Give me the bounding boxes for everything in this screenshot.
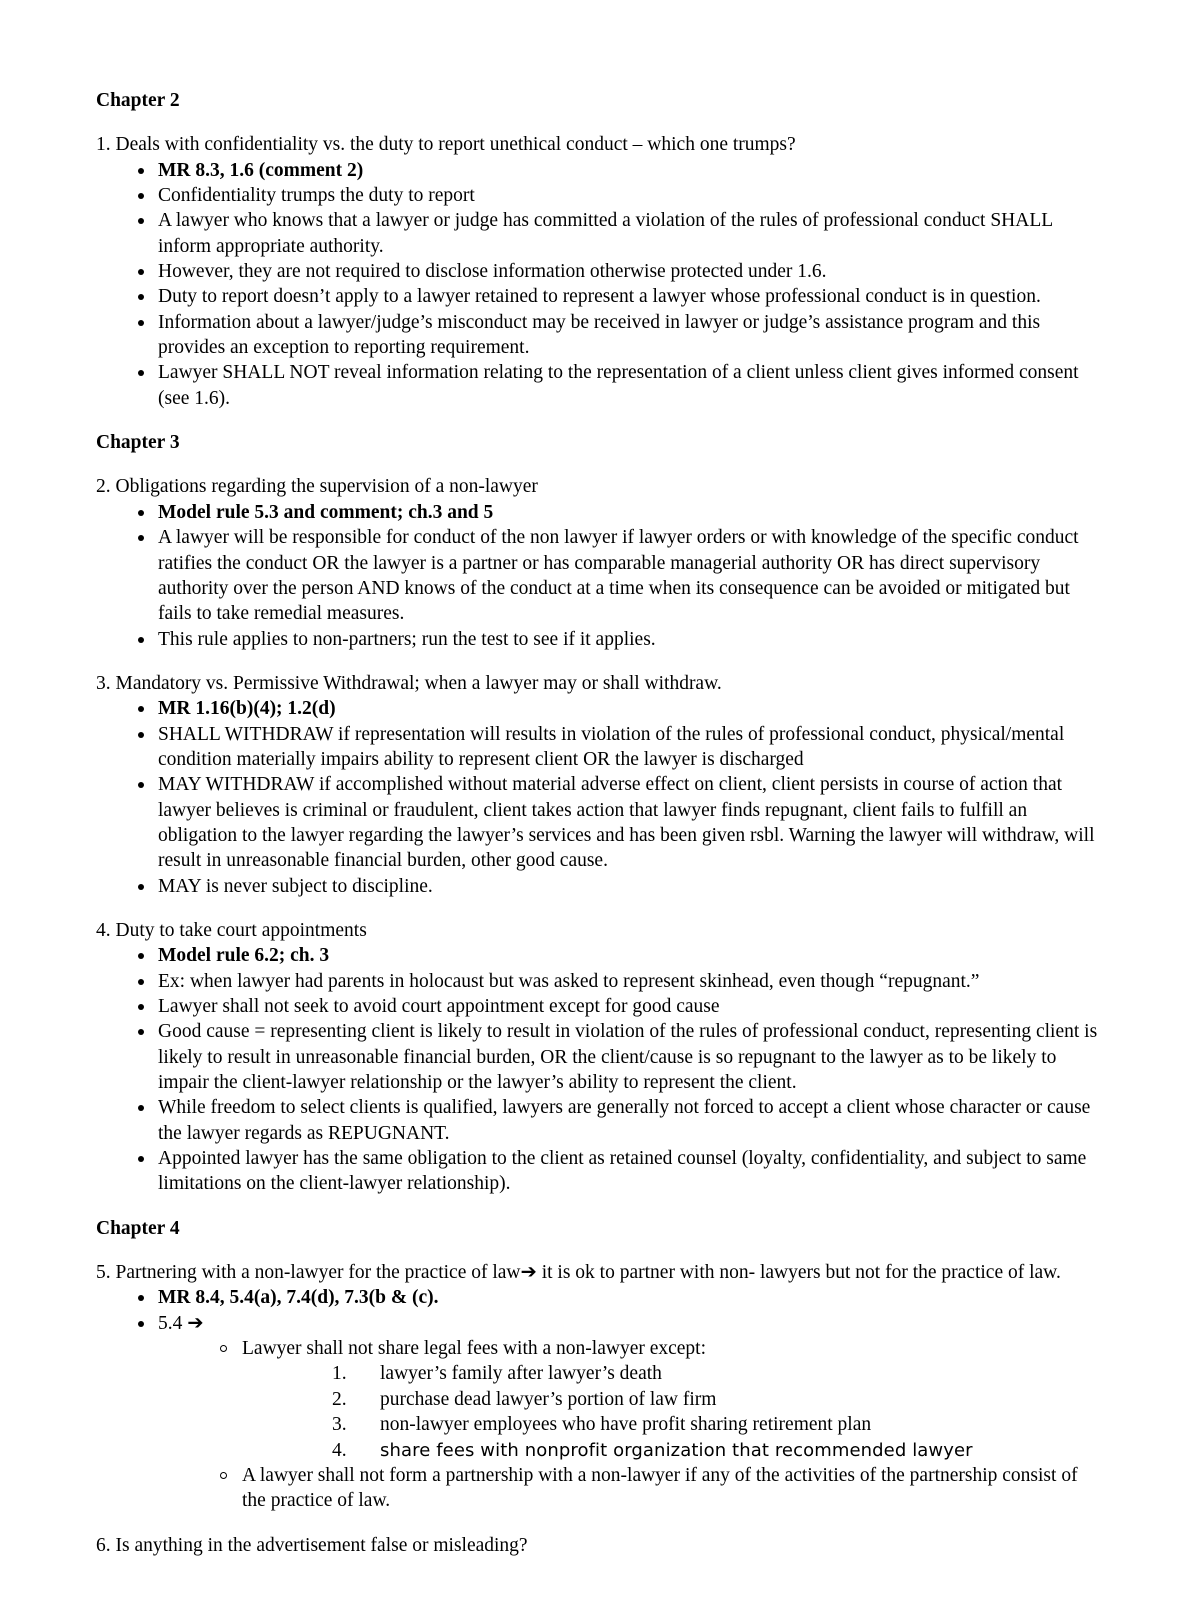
list-item-text: MAY WITHDRAW if accomplished without material adverse effect on client, client persists in course of action that lawyer believes is criminal or fraudulent, client takes action that lawyer finds repugnant, client fails to fulfill an obligation to the lawyer regarding the lawyer’s services and has been given rsbl. Warning the lawyer will withdraw, will result in unreasonable financial burden, other good cause. [158, 774, 1095, 872]
list-item-text: Lawyer SHALL NOT reveal information relating to the representation of a client unless client gives informed consent (see 1.6). [158, 362, 1079, 409]
list-item-text: Lawyer shall not seek to avoid court appointment except for good cause [158, 996, 720, 1017]
spacer [96, 1241, 1104, 1260]
list-item-text: This rule applies to non-partners; run the test to see if it applies. [158, 628, 656, 650]
list-item-text: Ex: when lawyer had parents in holocaust but was asked to represent skinhead, even though “repugnant.” [158, 970, 980, 992]
list-item [96, 1463, 1104, 1514]
list-item-text: Information about a lawyer/judge’s misconduct may be received in lawyer or judge’s assistance program and this provides an exception to reporting requirement. [158, 311, 1041, 359]
list-item [96, 1019, 1104, 1095]
list-item-text: Model rule 6.2; ch. 3 [158, 945, 330, 967]
list-item [96, 969, 1104, 994]
list-item-text: Model rule 5.3 and comment; ch.3 and 5 [158, 501, 494, 523]
list-item [96, 500, 1104, 525]
document-body [96, 88, 1104, 1558]
list-item-text: Confidentiality trumps the duty to report [158, 185, 475, 207]
list-item-text: lawyer’s family after lawyer’s death [380, 1363, 662, 1385]
list-item [96, 1311, 1104, 1336]
list-item-text: purchase dead lawyer’s portion of law firm [380, 1388, 717, 1410]
list-item [96, 1336, 1104, 1361]
bullet-list-question-4 [96, 943, 1104, 1196]
spacer [96, 455, 1104, 474]
list-item [96, 1285, 1104, 1310]
list-item-text: MR 8.4, 5.4(a), 7.4(d), 7.3(b & (c). [158, 1287, 439, 1309]
question-1: 1. Deals with confidentiality vs. the duty to report unethical conduct – which one trumps? [96, 134, 796, 156]
list-item [96, 943, 1104, 968]
list-item-text: share fees with nonprofit organization that recommended lawyer [380, 1439, 973, 1461]
list-item-text: A lawyer who knows that a lawyer or judge has committed a violation of the rules of professional conduct SHALL inform appropriate authority. [158, 210, 1053, 257]
list-item-text: MR 1.16(b)(4); 1.2(d) [158, 698, 336, 720]
list-item-text: 5.4 ➔ [158, 1312, 204, 1334]
list-item-text: non-lawyer employees who have profit sharing retirement plan [380, 1414, 872, 1436]
list-item [96, 208, 1104, 259]
list-item [96, 259, 1104, 284]
list-item-text: SHALL WITHDRAW if representation will results in violation of the rules of professional conduct, physical/mental condition materially impairs ability to represent client OR the lawyer is discharged [158, 723, 1065, 770]
spacer [96, 652, 1104, 671]
spacer [96, 1514, 1104, 1533]
list-item [96, 627, 1104, 652]
list-item [96, 310, 1104, 361]
bullet-list-question-1 [96, 158, 1104, 411]
list-item [96, 183, 1104, 208]
list-item-text: However, they are not required to disclose information otherwise protected under 1.6. [158, 261, 827, 283]
list-item [96, 722, 1104, 773]
question-2: 2. Obligations regarding the supervision of a non-lawyer [96, 476, 538, 498]
list-item [96, 158, 1104, 183]
spacer [96, 1197, 1104, 1216]
list-item [96, 1438, 1104, 1463]
bullet-list-question-2 [96, 500, 1104, 652]
section-heading-chapter-4: Chapter 4 [96, 1217, 180, 1239]
spacer [96, 113, 1104, 132]
list-item [96, 1387, 1104, 1412]
list-item [96, 874, 1104, 899]
list-item [96, 994, 1104, 1019]
list-item-text: Appointed lawyer has the same obligation to the client as retained counsel (loyalty, confidentiality, and subject to same limitations on the client-lawyer relationship). [158, 1148, 1087, 1195]
section-heading-chapter-2: Chapter 2 [96, 90, 180, 111]
list-item [96, 1095, 1104, 1146]
bullet-list-question-3 [96, 696, 1104, 899]
list-item-text: A lawyer shall not form a partnership with a non-lawyer if any of the activities of the partnership consist of the practice of law. [242, 1464, 1078, 1512]
sublist-question-5 [96, 1336, 1104, 1361]
list-item-text: MAY is never subject to discipline. [158, 875, 433, 897]
numbered-list-fee-sharing-exceptions [96, 1361, 1104, 1462]
sublist-question-5-b [96, 1463, 1104, 1514]
list-item [96, 1412, 1104, 1437]
spacer [96, 411, 1104, 430]
list-item [96, 1146, 1104, 1197]
list-item-text: MR 8.3, 1.6 (comment 2) [158, 159, 364, 181]
question-5: 5. Partnering with a non-lawyer for the practice of law➔ it is ok to partner with non- lawyers but not for the practice of law. [96, 1262, 1061, 1284]
question-4: 4. Duty to take court appointments [96, 919, 367, 941]
question-6: 6. Is anything in the advertisement false or misleading? [96, 1534, 528, 1556]
list-item-text: Duty to report doesn’t apply to a lawyer retained to represent a lawyer whose professional conduct is in question. [158, 286, 1041, 308]
list-item [96, 1361, 1104, 1386]
spacer [96, 899, 1104, 918]
list-item [96, 360, 1104, 411]
list-item-text: While freedom to select clients is qualified, lawyers are generally not forced to accept a client whose character or cause the lawyer regards as REPUGNANT. [158, 1097, 1091, 1144]
list-item-text: A lawyer will be responsible for conduct of the non lawyer if lawyer orders or with knowledge of the specific conduct ratifies the conduct OR the lawyer is a partner or has comparable managerial authority OR has direct supervisory authority over the person AND knows of the conduct at a time when its consequence can be avoided or mitigated but fails to take remedial measures. [158, 527, 1079, 625]
question-3: 3. Mandatory vs. Permissive Withdrawal; when a lawyer may or shall withdraw. [96, 672, 722, 694]
section-heading-chapter-3: Chapter 3 [96, 432, 180, 454]
list-item [96, 525, 1104, 626]
list-item [96, 696, 1104, 721]
list-item [96, 284, 1104, 309]
list-item-text: Lawyer shall not share legal fees with a non-lawyer except: [242, 1338, 707, 1360]
bullet-list-question-5 [96, 1285, 1104, 1336]
list-item [96, 772, 1104, 873]
list-item-text: Good cause = representing client is likely to result in violation of the rules of professional conduct, representing client is likely to result in unreasonable financial burden, OR the client/cause is so repugnant to the lawyer as to be likely to impair the client-lawyer relationship or the lawyer’s ability to represent the client. [158, 1021, 1098, 1094]
